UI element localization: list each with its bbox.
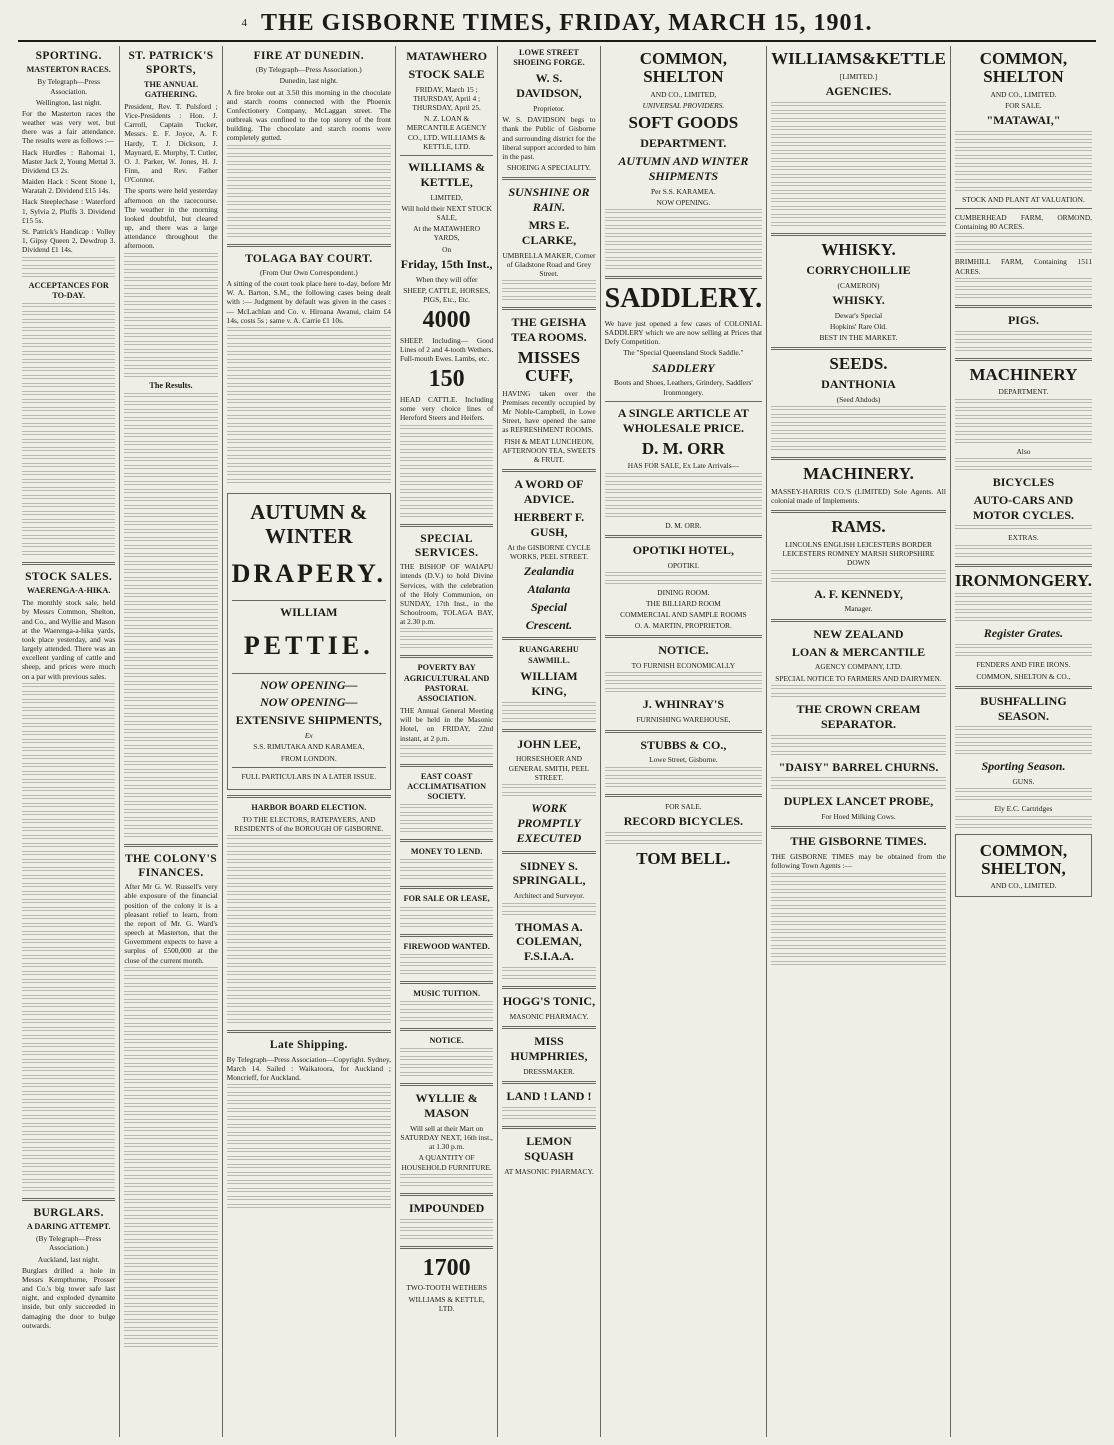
column-1: [18, 46, 120, 1437]
sheep-count: 4000: [422, 307, 471, 334]
orr-name: D. M. ORR: [641, 438, 725, 458]
column-5: [498, 46, 600, 1437]
column-3: [223, 46, 396, 1437]
dining-room: DINING ROOM.: [657, 587, 710, 597]
money-lend-heading: MONEY TO LEND.: [410, 847, 483, 857]
clarke-name: MRS E. CLARKE,: [521, 218, 577, 247]
corrychoillie: CORRYCHOILLIE: [806, 262, 911, 277]
williams-kettle-limited: LIMITED,: [430, 192, 463, 202]
offer-line: When they will offer: [415, 274, 478, 284]
late-shipping-heading: Late Shipping.: [269, 1039, 348, 1052]
burglar-byline: (By Telegraph—Press Association.): [36, 1234, 102, 1253]
extras: EXTRAS.: [1008, 533, 1039, 543]
machinery-text: MASSEY-HARRIS CO.'S (LIMITED) Sole Agents. All colonial made of Implements.: [771, 486, 946, 506]
davidson-role: Proprietor.: [533, 104, 565, 114]
cumberhead-farm: CUMBERHEAD FARM, ORMOND, Containing 80 ACRES.: [954, 213, 1093, 232]
notice-heading: NOTICE.: [429, 1035, 464, 1045]
masonic-pharmacy: MASONIC PHARMACY.: [509, 1012, 589, 1021]
opotiki-hotel: OPOTIKI HOTEL,: [632, 542, 735, 557]
auto-cars: AUTO-CARS AND MOTOR CYCLES.: [972, 492, 1075, 522]
autumn-shipments: AUTUMN AND WINTER SHIPMENTS: [618, 153, 749, 183]
cuff-text: HAVING taken over the Premises recently occupied by Mr Noble-Campbell, in Lowe Street, have opened the same as REFRESHMENT ROOMS.: [502, 388, 596, 435]
humphries-role: DRESSMAKER.: [523, 1066, 575, 1076]
extensive-shipments: EXTENSIVE SHIPMENTS,: [235, 713, 382, 728]
full-particulars: FULL PARTICULARS IN A LATER ISSUE.: [241, 771, 377, 781]
burglar-text: Burglars drilled a hole in Messrs Kempthorne, Prosser and Co.'s big tower safe last night, and exploded dynamite inside, but only succeeded in damaging the door to bulge outwards.: [22, 1265, 116, 1330]
geisha-tea-rooms: THE GEISHA TEA ROOMS.: [511, 315, 587, 345]
harbor-text: TO THE ELECTORS, RATEPAYERS, AND RESIDENTS of the BOROUGH OF GISBORNE.: [234, 815, 384, 834]
kennedy-role: Manager.: [844, 604, 873, 614]
fish-meat: FISH & MEAT LUNCHEON, AFTERNOON TEA, SWEETS & FRUIT.: [502, 436, 596, 464]
sheep-desc: SHEEP. Including— Good Lines of 2 and 4-tooth Wethers. Full-mouth Ewes. Lambs, etc.: [399, 335, 494, 364]
page-number: 4: [241, 17, 247, 29]
furnish-line: TO FURNISH ECONOMICALLY: [631, 661, 736, 671]
daisy-churns: "DAISY" BARREL CHURNS.: [778, 759, 939, 774]
fire-dunedin-heading: FIRE AT DUNEDIN.: [253, 50, 365, 62]
poverty-bay-text: THE Annual General Meeting will be held in the Masonic Hotel, on FRIDAY, 22nd instant, at 2 p.m.: [399, 706, 494, 743]
cattle-count: 150: [428, 366, 465, 393]
soft-goods: SOFT GOODS: [628, 113, 739, 133]
humphries-name: MISS HUMPHRIES,: [510, 1034, 588, 1064]
nz-loan-2: LOAN & MERCANTILE: [791, 644, 926, 659]
karamea: Per S.S. KARAMEA.: [651, 186, 716, 196]
wyllie-mason-text: Will sell at their Mart on SATURDAY NEXT, 16th inst., at 1.30 p.m.: [400, 1123, 493, 1152]
crown-separator: THE CROWN CREAM SEPARATOR.: [796, 701, 921, 731]
burglars-heading: BURGLARS.: [33, 1206, 104, 1219]
officers-text: President, Rev. T. Pulsford ; Vice-Presidents : Hon. J. Carroll, Captain Tucker, Messrs. E. F. Joyce, A. F. Hardy, T. J. Dickson, J. Maynard, E. Murphy, T. Cutler, O. J. Parker, W. Jones, H. J. Finn, and Rev. Father O'Connor.: [124, 101, 218, 185]
bushfalling-season: BUSHFALLING SEASON.: [980, 693, 1067, 723]
shoeing-speciality: SHOEING A SPECIALITY.: [507, 163, 591, 173]
common-shelton-sub: AND CO., LIMITED,: [650, 89, 717, 99]
household-furniture: A QUANTITY OF HOUSEHOLD FURNITURE.: [401, 1153, 492, 1172]
notice-heading: NOTICE.: [658, 643, 709, 658]
ironmongery-heading: IRONMONGERY.: [954, 570, 1093, 590]
word-of-advice: A WORD OF ADVICE.: [514, 477, 584, 506]
gush-name: HERBERT F. GUSH,: [513, 509, 585, 539]
stock-sales-heading: STOCK SALES.: [25, 570, 113, 583]
pigs-heading: PIGS.: [1007, 312, 1039, 327]
orr-sign: D. M. ORR.: [665, 520, 702, 530]
saddlery-text: We have just opened a few cases of COLONIAL SADDLERY which we are now selling at Prices that Defy Competition.: [604, 318, 763, 347]
matawai: "MATAWAI,": [986, 113, 1061, 128]
masonic-pharmacy-2: AT MASONIC PHARMACY.: [504, 1166, 594, 1176]
sports-text: The sports were held yesterday afternoon on the racecourse. The weather in the morning looked doubtful, but cleared up, and there was a large attendance throughout the afternoon.: [124, 186, 218, 251]
opotiki: OPOTIKI.: [667, 560, 700, 570]
fire-byline: (By Telegraph—Press Association.): [255, 65, 362, 75]
ships-text: S.S. RIMUTAKA AND KARAMEA,: [253, 742, 365, 752]
sale-dates: FRIDAY, March 15 ; THURSDAY, April 4 ; THURSDAY, April 25.: [412, 84, 481, 113]
single-article: A SINGLE ARTICLE AT WHOLESALE PRICE.: [617, 405, 749, 435]
stubbs-address: Lowe Street, Gisborne.: [649, 755, 718, 765]
court-text: A sitting of the court took place here to-day, before Mr W. A. Barton, S.M., the following cases being dealt with :— Judgment by default was given in the cases :— McLachlan and Co. v. Hiroana Awanui, claim £4 14s, costs 5s ; same v. A. Carrie £1 10s.: [226, 279, 391, 325]
tolaga-court-heading: TOLAGA BAY COURT.: [245, 252, 373, 265]
wk-limited: [LIMITED.]: [839, 71, 878, 81]
proprietor: O. A. MARTIN, PROPRIETOR.: [634, 621, 732, 631]
nz-loan-1: NEW ZEALAND: [813, 626, 904, 641]
livestock-line: SHEEP, CATTLE, HORSES, PIGS, Etc., Etc.: [403, 285, 491, 304]
ely-cartridges: Ely E.C. Cartridges: [994, 804, 1053, 814]
fire-text: A fire broke out at 3.50 this morning in the chocolate and starch rooms connected with the Phoenix Confectionery Company, McLaggan street. The outbreak was confined to the top storey of the front building. The chocolate and starch rooms were completely gutted.: [226, 87, 391, 143]
forge-text: W. S. DAVIDSON begs to thank the Public of Gisborne and surrounding district for the liberal support accorded to him in the past.: [502, 115, 596, 161]
for-sale-heading: FOR SALE.: [1005, 100, 1042, 110]
on-line: On: [442, 244, 452, 254]
stubbs-name: STUBBS & CO.,: [640, 737, 727, 752]
fenders: FENDERS AND FIRE IRONS.: [976, 660, 1071, 670]
commercial-rooms: COMMERCIAL AND SAMPLE ROOMS: [620, 610, 747, 620]
from-london: FROM LONDON.: [280, 753, 337, 763]
orr-text: HAS FOR SALE, Ex Late Arrivals—: [627, 461, 739, 471]
annual-gathering-heading: THE ANNUAL GATHERING.: [144, 79, 198, 99]
danthonia: DANTHONIA: [821, 377, 896, 392]
zealandia: Zealandia: [523, 563, 574, 578]
universal-providers: UNIVERSAL PROVIDERS.: [642, 100, 725, 110]
hoggs-tonic: HOGG'S TONIC,: [502, 994, 596, 1009]
whisky-heading: WHISKY.: [821, 239, 896, 259]
column-2: [120, 46, 222, 1437]
music-tuition-heading: MUSIC TUITION.: [413, 988, 480, 998]
springall-role: Architect and Surveyor.: [513, 891, 585, 901]
race-result-1: Hack Hurdles : Rahomai 1, Master Jack 2, Young Mettal 3. Dividend £3 2s.: [22, 147, 116, 175]
duplex-sub: For Hoed Milking Cows.: [821, 812, 896, 822]
clarke-text: UMBRELLA MAKER, Corner of Gladstone Road and Grey Street.: [502, 250, 596, 279]
work-promptly: WORK PROMPTLY EXECUTED: [516, 800, 582, 845]
shoeing-forge-heading: LOWE STREET SHOEING FORGE.: [513, 48, 585, 68]
now-opening-1: NOW OPENING—: [260, 677, 358, 692]
poverty-bay-heading: POVERTY BAY AGRICULTURAL AND PASTORAL ASSOCIATION.: [403, 663, 490, 703]
williams-kettle-banner: WILLIAMS&KETTLE: [771, 49, 946, 68]
results-heading: The Results.: [149, 380, 193, 390]
best-market: BEST IN THE MARKET.: [819, 333, 898, 342]
common-shelton-heading: COMMON, SHELTON: [639, 49, 728, 86]
stock-saddle: The "Special Queensland Stock Saddle.": [623, 348, 744, 358]
dateline: Wellington, last night.: [35, 97, 102, 107]
brimhill-farm: BRIMHILL FARM, Containing 1511 ACRES.: [954, 257, 1093, 276]
rams-heading: RAMS.: [831, 517, 886, 537]
drapery-title: DRAPERY.: [231, 559, 386, 589]
harbor-board-heading: HARBOR BOARD ELECTION.: [251, 802, 367, 812]
stock-sale-heading: STOCK SALE: [408, 66, 485, 81]
now-opening: NOW OPENING.: [656, 197, 711, 207]
danthonia-sub: (Seed Ahdods): [836, 394, 881, 404]
byline: By Telegraph—Press Association.: [37, 77, 101, 96]
autumn-winter-title: AUTUMN & WINTER: [250, 499, 368, 549]
footer-common-shelton: COMMON, SHELTON,: [979, 840, 1068, 878]
whisky-sub: WHISKY.: [832, 292, 885, 307]
burglar-dateline: Auckland, last night.: [37, 1254, 100, 1264]
land-heading: LAND ! LAND !: [506, 1089, 592, 1104]
agencies: AGENCIES.: [825, 84, 892, 99]
dewars: Dewar's Special: [834, 310, 883, 320]
special-services-text: THE BISHOP OF WAIAPU intends (D.V.) to hold Divine Services, with the celebration of the Holy Communion, on SUNDAY, 17th Inst., in the Schoolroom, TOLAGA BAY, at 2.30 p.m.: [399, 562, 494, 627]
cattle-desc: HEAD CATTLE. Including some very choice lines of Hereford Steers and Heifers.: [399, 395, 494, 423]
cameron: (CAMERON): [837, 280, 880, 290]
machinery-dept-sub: DEPARTMENT.: [998, 387, 1049, 397]
davidson-name: W. S. DAVIDSON,: [516, 71, 582, 101]
register-grates: Register Grates.: [983, 626, 1064, 641]
waerenga-heading: WAERENGA-A-HIKA.: [26, 586, 111, 596]
yards-line: At the MATAWHERO YARDS,: [413, 224, 481, 243]
sporting-season: Sporting Season.: [981, 759, 1066, 774]
column-4: [396, 46, 498, 1437]
sale-agents: N. Z. LOAN & MERCANTILE AGENCY CO., LTD. WILLIAMS & KETTLE, LTD.: [406, 114, 487, 151]
columns: [18, 46, 1096, 1437]
sporting-heading: SPORTING.: [35, 50, 102, 62]
lee-text: HORSESHOER AND GENERAL SMITH, PEEL STREET.: [508, 754, 590, 782]
court-byline: (From Our Own Correspondent.): [259, 267, 358, 277]
colony-finances-heading: THE COLONY'S FINANCES.: [124, 852, 217, 880]
sale-date: Friday, 15th Inst.,: [400, 256, 493, 271]
now-opening-2: NOW OPENING—: [260, 695, 358, 710]
common-shelton-banner: COMMON, SHELTON: [979, 49, 1068, 86]
pettie-name: PETTIE.: [243, 631, 374, 661]
duplex-probe: DUPLEX LANCET PROBE,: [783, 794, 934, 809]
king-name: WILLIAM KING,: [520, 668, 578, 698]
wyllie-mason-heading: WYLLIE & MASON: [415, 1091, 478, 1120]
lee-name: JOHN LEE,: [517, 736, 581, 751]
special-notice: SPECIAL NOTICE TO FARMERS AND DAIRYMEN.: [775, 673, 942, 683]
record-bicycles: RECORD BICYCLES.: [623, 813, 744, 828]
misses-cuff: MISSES CUFF,: [517, 348, 581, 385]
masthead-title: THE GISBORNE TIMES, FRIDAY, MARCH 15, 1901.: [260, 9, 873, 36]
wethers-agent: WILLIAMS & KETTLE, LTD.: [408, 1294, 485, 1313]
column-7: [767, 46, 951, 1437]
sale-lease-heading: FOR SALE OR LEASE,: [403, 894, 490, 904]
kennedy-name: A. F. KENNEDY,: [814, 586, 903, 601]
wethers-count: 1700: [422, 1254, 471, 1281]
william-name: WILLIAM: [280, 605, 338, 620]
saddlery-goods: Boots and Shoes, Leathers, Grindery, Saddlers' Ironmongery.: [613, 378, 753, 397]
williams-kettle-heading: WILLIAMS & KETTLE,: [408, 159, 486, 189]
machinery-dept: MACHINERY: [969, 364, 1078, 384]
tom-bell: TOM BELL.: [636, 848, 731, 868]
race-result-4: St. Patrick's Handicap : Volley 1, Gipsy Queen 2, Dewdrop 3. Dividend £1 14s.: [22, 227, 116, 255]
bicycles-heading: BICYCLES: [992, 474, 1055, 489]
fire-dateline: Dunedin, last night.: [279, 76, 338, 86]
acclimatisation-heading: EAST COAST ACCLIMATISATION SOCIETY.: [407, 771, 487, 802]
daring-attempt-heading: A DARING ATTEMPT.: [26, 1222, 111, 1232]
st-patricks-heading: ST. PATRICK'S SPORTS,: [128, 50, 214, 77]
wethers-label: TWO-TOOTH WETHERS: [406, 1283, 488, 1293]
footer-limited: AND CO., LIMITED.: [990, 881, 1057, 891]
column-8: [951, 46, 1096, 1437]
footer-ad-box: [955, 834, 1092, 897]
matawhero-heading: MATAWHERO: [406, 49, 488, 63]
sawmill-heading: RUANGAREHU SAWMILL.: [519, 645, 579, 665]
lemon-squash: LEMON SQUASH: [524, 1133, 574, 1163]
billiard-room: THE BILLIARD ROOM: [646, 598, 721, 608]
saddlery-script: SADDLERY: [652, 360, 715, 375]
machinery-heading: MACHINERY.: [803, 464, 914, 484]
gisborne-times-agents: THE GISBORNE TIMES.: [790, 834, 927, 849]
race-result-2: Maiden Hack : Scent Stone 1, Waratah 2. Dividend £15 14s.: [22, 177, 116, 196]
nz-loan-3: AGENCY COMPANY, LTD.: [815, 662, 902, 672]
hopkins: Hopkins' Rare Old.: [830, 321, 887, 331]
special: Special: [530, 599, 567, 614]
times-agents-text: THE GISBORNE TIMES may be obtained from the following Town Agents :—: [771, 852, 946, 871]
sunshine-rain: SUNSHINE OR RAIN.: [508, 185, 590, 215]
masthead: [18, 6, 1096, 42]
firewood-heading: FIREWOOD WANTED.: [403, 941, 490, 951]
shipping-text: By Telegraph—Press Association—Copyright. Sydney, March 14. Sailed : Waikatoora, for Auckland ; Moncrieff, for Auckland.: [226, 1054, 391, 1082]
cs-agents: COMMON, SHELTON & CO.,: [976, 671, 1071, 681]
springall-name: SIDNEY S. SPRINGALL,: [512, 858, 586, 888]
ex-label: Ex: [304, 731, 313, 741]
for-sale: FOR SALE.: [665, 801, 702, 811]
race-result-3: Hack Steeplechase : Waterford 1, Sylvia 2, Pluffs 3. Dividend £15 5s.: [22, 197, 116, 225]
masterton-races-heading: MASTERTON RACES.: [26, 65, 111, 75]
stock-valuation: STOCK AND PLANT AT VALUATION.: [962, 194, 1085, 204]
whinray-name: J. WHINRAY'S: [642, 697, 725, 712]
pettie-drapery-ad: [227, 493, 391, 790]
gush-text: At the GISBORNE CYCLE WORKS, PEEL STREET.: [507, 542, 591, 561]
column-6: [601, 46, 767, 1437]
coleman-name: THOMAS A. COLEMAN, F.S.I.A.A.: [515, 919, 583, 964]
rams-breeds: LINCOLNS ENGLISH LEICESTERS BORDER LEICESTERS ROMNEY MARSH SHROPSHIRE DOWN: [782, 540, 935, 568]
next-sale-line: Will hold their NEXT STOCK SALE,: [401, 203, 492, 223]
common-shelton-limited: AND CO., LIMITED.: [990, 89, 1057, 99]
stock-sales-text: The monthly stock sale, held by Messrs Common, Shelton, and Co., and Wyllie and Mason at the Waerenga-a-hika yards, took place yesterday, and was largely attended. There was an excellent yarding of cattle and sheep, and prices were much on a par with previous sales.: [22, 598, 116, 681]
races-lead: For the Masterton races the weather was very wet, but there was a fair attendance. The results were as follows :—: [22, 108, 116, 146]
whinray-sub: FURNISHING WAREHOUSE,: [636, 715, 731, 725]
department: DEPARTMENT.: [640, 135, 727, 150]
guns: GUNS.: [1012, 777, 1035, 787]
saddlery-heading: SADDLERY.: [604, 282, 763, 314]
atalanta: Atalanta: [527, 581, 571, 596]
seeds-heading: SEEDS.: [829, 354, 888, 374]
finances-text: After Mr G. W. Russell's very able exposure of the financial position of the colony it is a pleasant relief to learn, from the report of Mr. G. Ward's speech at Masterton, that the Government expects to have a surplus of £500,000 at the close of the current month.: [124, 882, 218, 965]
also-label: Also: [1016, 446, 1031, 456]
special-services-heading: SPECIAL SERVICES.: [414, 532, 479, 559]
acceptances-heading: ACCEPTANCES FOR TO-DAY.: [28, 280, 109, 300]
crescent: Crescent.: [525, 617, 573, 632]
impounded-heading: IMPOUNDED: [408, 1200, 485, 1215]
